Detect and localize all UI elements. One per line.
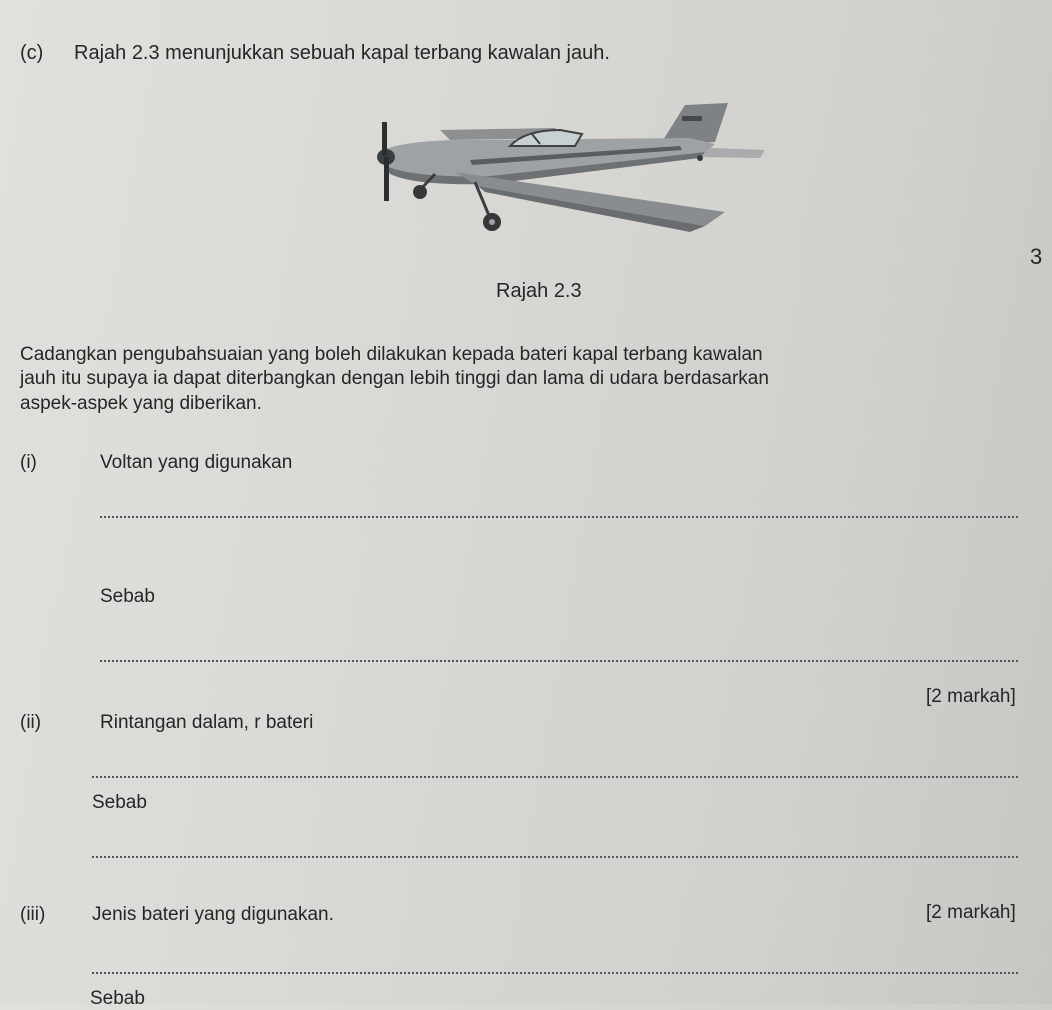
answer-line-i[interactable] [100,516,1018,518]
instruction-line-1: Cadangkan pengubahsuaian yang boleh dilakukan kepada bateri kapal terbang kawalan [20,344,763,365]
answer-line-i-sebab[interactable] [100,660,1018,662]
answer-line-iii[interactable] [92,972,1018,974]
answer-line-ii-sebab[interactable] [92,856,1018,858]
figure-caption: Rajah 2.3 [496,280,582,302]
item-i-label: (i) [20,452,37,473]
airplane-illustration [360,100,780,250]
item-i-text: Voltan yang digunakan [100,452,293,473]
question-label: (c) [20,42,44,64]
answer-line-ii[interactable] [92,776,1018,778]
margin-mark: 3 [1030,244,1043,269]
item-iii-sebab-label: Sebab [90,988,145,1009]
instruction-line-2: jauh itu supaya ia dapat diterbangkan dengan lebih tinggi dan lama di udara berdasarkan [20,368,769,389]
question-text: Rajah 2.3 menunjukkan sebuah kapal terbang kawalan jauh. [74,42,610,64]
item-ii-sebab-label: Sebab [92,792,147,813]
marks-label: [2 markah] [926,902,1016,923]
item-ii-text: Rintangan dalam, r bateri [100,712,314,733]
item-iii-label: (iii) [20,904,46,925]
instruction-line-3: aspek-aspek yang diberikan. [20,393,262,414]
marks-label: [2 markah] [926,686,1016,707]
item-ii-label: (ii) [20,712,42,733]
item-i-sebab-label: Sebab [100,586,155,607]
item-iii-text: Jenis bateri yang digunakan. [92,904,334,925]
